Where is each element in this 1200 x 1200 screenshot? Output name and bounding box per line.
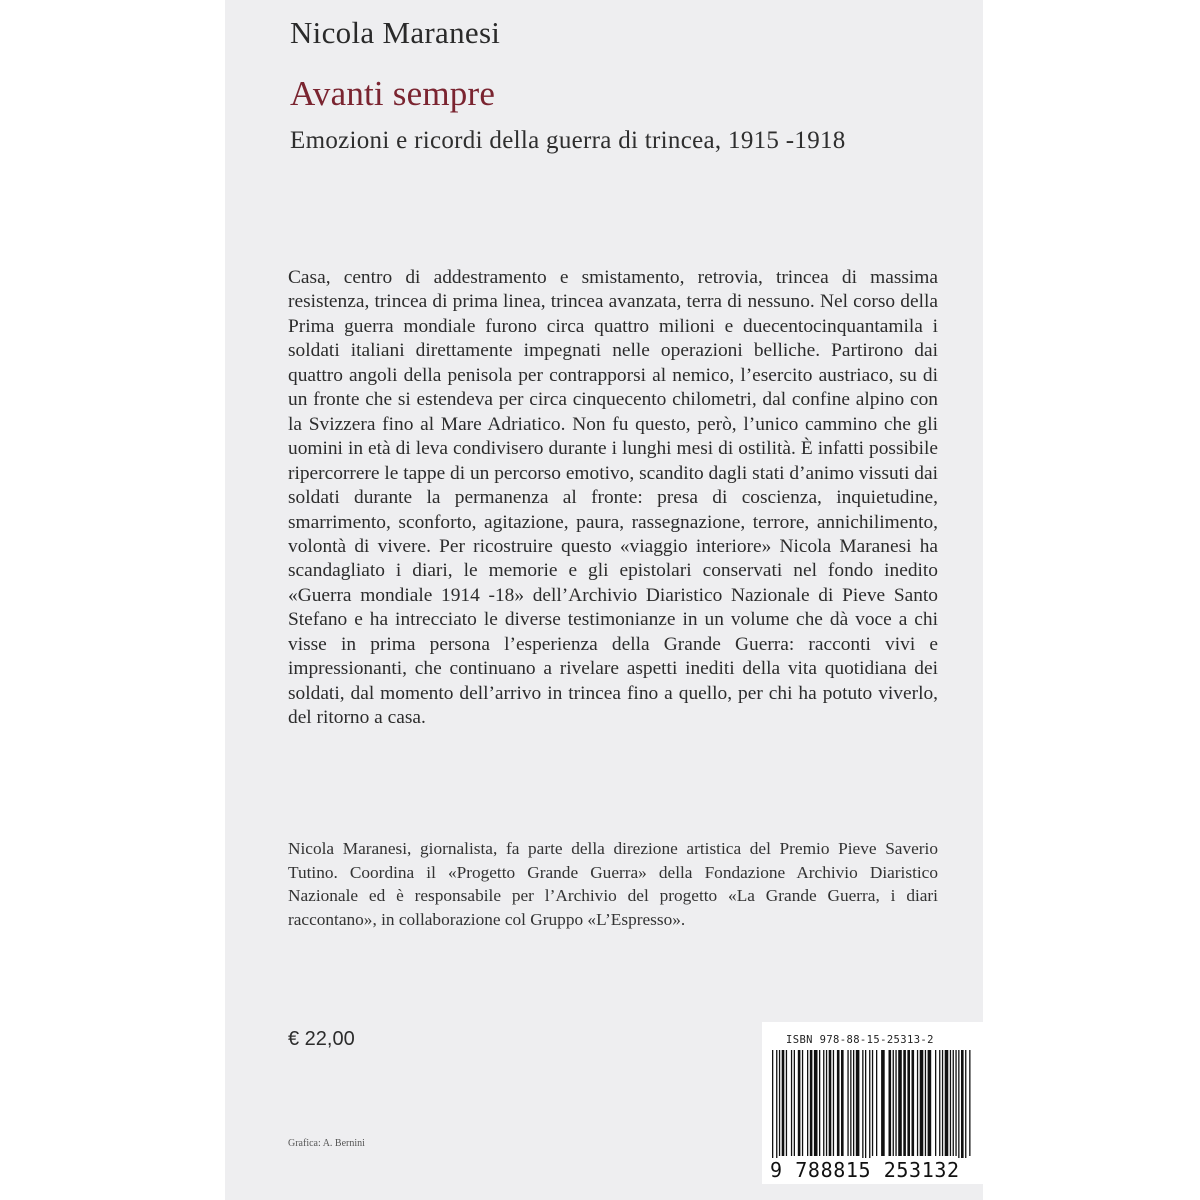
barcode-bar bbox=[953, 1050, 954, 1156]
blurb-text: Casa, centro di addestramento e smistamento, retrovia, trincea di massima resistenza, trincea di prima linea, trincea avanzata, terra di nessuno. Nel corso della Prima guerra mondiale furono circa quattro milioni e duecentocinquantamila i soldati italiani direttamente impegnati nelle operazioni belliche. Partirono dai quattro angoli della penisola per contrapporsi al nemico, l’esercito austriaco, su di un fronte che si estendeva per circa cinquecento chilometri, dal confine alpino con la Svizzera fino al Mare Adriatico. Non fu questo, però, l’unico cammino che gli uomini in età di leva condivisero durante i lunghi mesi di ostilità. È infatti possibile ripercorrere le tappe di un percorso emotivo, scandito dagli stati d’animo vissuti dai soldati durante la permanenza al fronte: presa di coscienza, inquietudine, smarrimento, sconforto, agitazione, paura, rassegnazione, terrore, annichilimento, volontà di vivere. Per ricostruire questo «viaggio interiore» Nicola Maranesi ha scandagliato i diari, le memorie e gli epistolari conservati nel fondo inedito «Guerra mondiale 1914 -18» dell’Archivio Diaristico Nazionale di Pieve Santo Stefano e ha intrecciato le diverse testimonianze in un volume che dà voce a chi visse in prima persona l’esperienza della Grande Guerra: racconti vivi e impressionanti, che continuano a rivelare aspetti inediti della vita quotidiana dei soldati, dal momento dell’arrivo in trincea fino a quello, per chi ha potuto viverlo, del ritorno a casa. bbox=[288, 267, 938, 729]
barcode-bar bbox=[942, 1050, 943, 1156]
barcode-bar bbox=[876, 1050, 877, 1156]
barcode-bar bbox=[958, 1050, 959, 1168]
barcode-bar bbox=[807, 1050, 808, 1156]
barcode-bar bbox=[903, 1050, 906, 1156]
graphics-credit: Grafica: A. Bernini bbox=[288, 1138, 365, 1149]
book-subtitle: Emozioni e ricordi della guerra di trincea, 1915 -1918 bbox=[290, 127, 846, 154]
barcode-bar bbox=[935, 1050, 936, 1156]
barcode-bar bbox=[862, 1050, 863, 1168]
barcode-bar bbox=[917, 1050, 918, 1156]
barcode-bar bbox=[945, 1050, 949, 1156]
barcode-bar bbox=[856, 1050, 860, 1156]
barcode-bar bbox=[925, 1050, 926, 1156]
barcode-bar bbox=[833, 1050, 834, 1156]
barcode-bar bbox=[898, 1050, 902, 1156]
barcode-bar bbox=[837, 1050, 840, 1156]
barcode-bar bbox=[823, 1050, 824, 1156]
barcode-bar bbox=[829, 1050, 832, 1156]
barcode-bar bbox=[810, 1050, 813, 1156]
barcode-bar bbox=[961, 1050, 964, 1168]
isbn-label: ISBN 978-88-15-25313-2 bbox=[786, 1034, 934, 1046]
barcode-bar bbox=[850, 1050, 851, 1156]
barcode-bar bbox=[939, 1050, 940, 1156]
barcode-bar bbox=[895, 1050, 896, 1156]
book-title: Avanti sempre bbox=[290, 74, 496, 113]
barcode-bar bbox=[786, 1050, 787, 1156]
barcode-bar bbox=[853, 1050, 854, 1156]
barcode-bar bbox=[782, 1050, 785, 1156]
price-label: € 22,00 bbox=[288, 1028, 355, 1050]
barcode-bar bbox=[847, 1050, 848, 1156]
barcode-bar bbox=[794, 1050, 795, 1156]
barcode-bar bbox=[776, 1050, 777, 1168]
author-bio: Nicola Maranesi, giornalista, fa parte della direzione artistica del Premio Pieve Saverio Tutino. Coordina il «Progetto Grande Guerra» della Fondazione Archivio Diaristico Nazionale ed è responsabile per l’Archivio del progetto «La Grande Guerra, i diari raccontano», in collaborazione col Gruppo «L’Espresso». bbox=[288, 839, 938, 929]
barcode-bar bbox=[912, 1050, 915, 1156]
barcode-bar bbox=[814, 1050, 818, 1156]
barcode-bar bbox=[920, 1050, 924, 1156]
barcode-bar bbox=[965, 1050, 966, 1168]
barcode-bar bbox=[869, 1050, 870, 1168]
barcode-bar bbox=[826, 1050, 827, 1156]
barcode-bar bbox=[907, 1050, 910, 1156]
barcode-bar bbox=[791, 1050, 792, 1156]
barcode-bar bbox=[969, 1050, 970, 1156]
barcode-bar bbox=[802, 1050, 803, 1156]
barcode-bar bbox=[819, 1050, 820, 1156]
barcode-bar bbox=[865, 1050, 866, 1168]
barcode-bar bbox=[893, 1050, 894, 1156]
barcode-bar bbox=[928, 1050, 932, 1156]
barcode-bar bbox=[955, 1050, 956, 1156]
barcode-digits: 9 788815 253132 bbox=[770, 1158, 975, 1182]
barcode-bar bbox=[798, 1050, 801, 1156]
author-name: Nicola Maranesi bbox=[290, 15, 501, 50]
barcode-bar bbox=[950, 1050, 951, 1156]
barcode-bar bbox=[881, 1050, 885, 1156]
barcode-image bbox=[770, 1050, 975, 1168]
barcode-bar bbox=[772, 1050, 773, 1168]
barcode-bar bbox=[841, 1050, 844, 1156]
barcode-bar bbox=[779, 1050, 780, 1156]
barcode-bar bbox=[889, 1050, 892, 1156]
barcode-bar bbox=[872, 1050, 873, 1156]
